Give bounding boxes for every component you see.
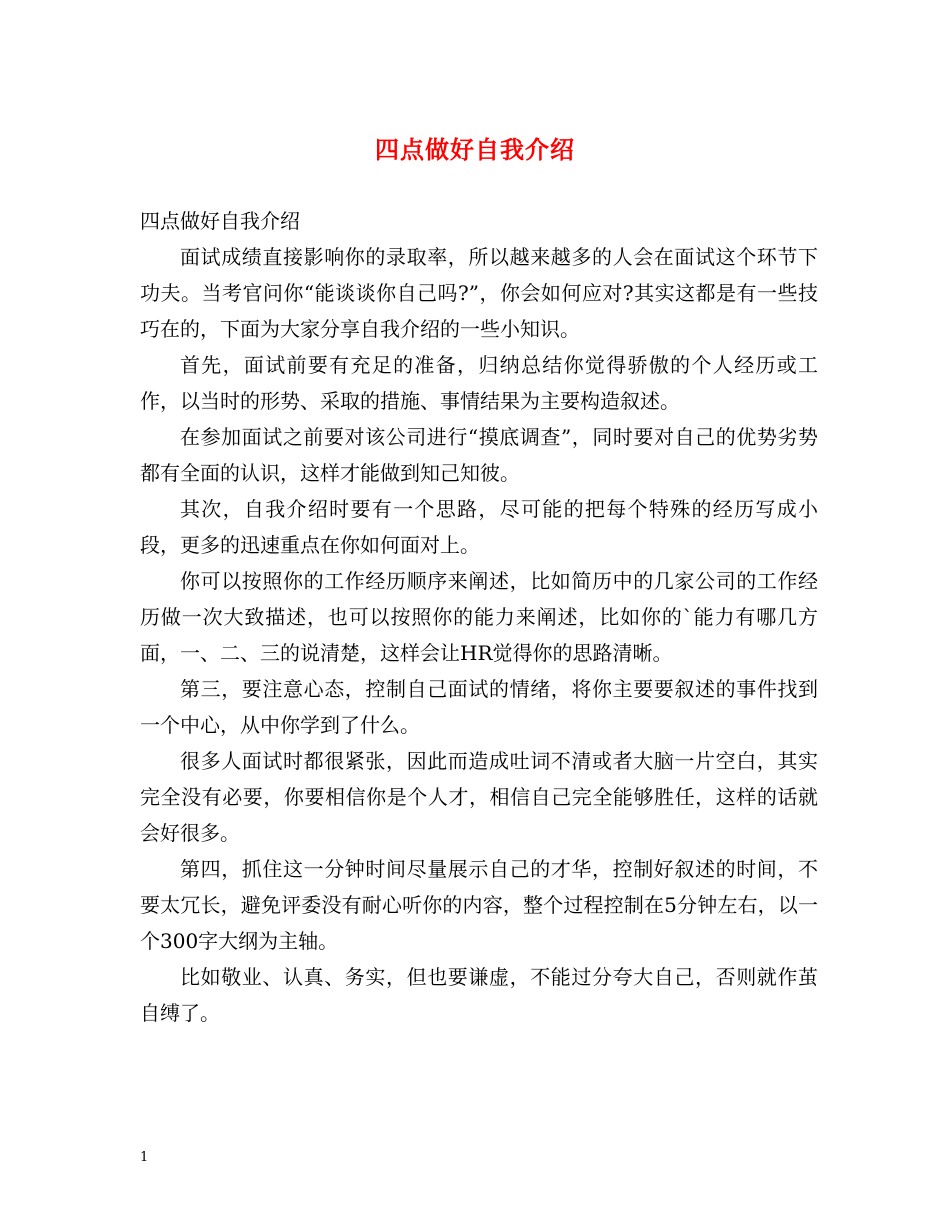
paragraph-3: 在参加面试之前要对该公司进行“摸底调查”，同时要对自己的优势劣势都有全面的认识，这样才能做到知己知彼。 bbox=[140, 425, 818, 485]
document-body bbox=[140, 203, 818, 1031]
document-subtitle: 四点做好自我介绍 bbox=[140, 209, 300, 233]
paragraph-5: 你可以按照你的工作经历顺序来阐述，比如简历中的几家公司的工作经历做一次大致描述，也可以按照你的能力来阐述，比如你的`能力有哪几方面，一、二、三的说清楚，这样会让HR觉得你的思路清晰。 bbox=[140, 569, 818, 665]
paragraph-6: 第三，要注意心态，控制自己面试的情绪，将你主要要叙述的事件找到一个中心，从中你学到了什么。 bbox=[140, 677, 818, 737]
paragraph-9: 比如敬业、认真、务实，但也要谦虚，不能过分夸大自己，否则就作茧自缚了。 bbox=[140, 965, 818, 1025]
page-title: 四点做好自我介绍 bbox=[375, 135, 575, 164]
paragraph-1: 面试成绩直接影响你的录取率，所以越来越多的人会在面试这个环节下功夫。当考官问你“能谈谈你自己吗?”，你会如何应对?其实这都是有一些技巧在的，下面为大家分享自我介绍的一些小知识。 bbox=[140, 245, 818, 341]
paragraph-7: 很多人面试时都很紧张，因此而造成吐词不清或者大脑一片空白，其实完全没有必要，你要相信你是个人才，相信自己完全能够胜任，这样的话就会好很多。 bbox=[140, 749, 818, 845]
paragraph-2: 首先，面试前要有充足的准备，归纳总结你觉得骄傲的个人经历或工作，以当时的形势、采取的措施、事情结果为主要构造叙述。 bbox=[140, 353, 818, 413]
paragraph-4: 其次，自我介绍时要有一个思路，尽可能的把每个特殊的经历写成小段，更多的迅速重点在你如何面对上。 bbox=[140, 497, 818, 557]
paragraph-8: 第四，抓住这一分钟时间尽量展示自己的才华，控制好叙述的时间，不要太冗长，避免评委没有耐心听你的内容，整个过程控制在5分钟左右，以一个300字大纲为主轴。 bbox=[140, 857, 818, 953]
page-number: 1 bbox=[140, 1150, 149, 1165]
